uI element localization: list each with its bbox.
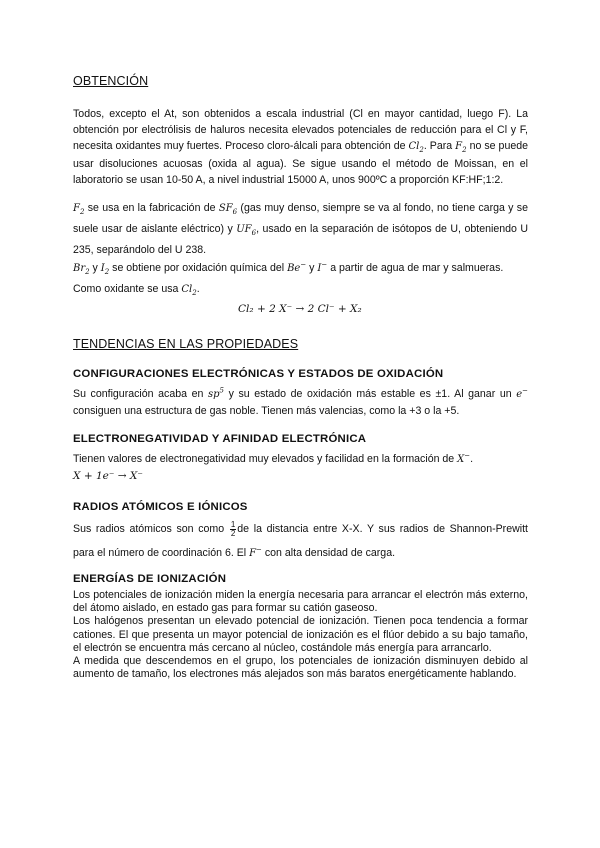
heading-radios: RADIOS ATÓMICOS E IÓNICOS bbox=[73, 501, 248, 513]
paragraph-obtencion-1: Todos, excepto el At, son obtenidos a escala industrial (Cl en mayor cantidad, luego F). La obtención por electrólisis de haluros necesita elevados potenciales de reducción para el Cl y F, necesita oxidantes muy fuertes. Proceso cloro-álcali para obtención de $Cl_2$. Para $F_2$ no se puede usar disoluciones acuosas (oxida al agua). Se sigue usando el método de Moissan, en el laboratorio se usan 10-50 A, a nivel industrial 15000 A, unos 900ºC a proporción KF:HF;1:2. bbox=[73, 108, 529, 186]
paragraph-radios: Sus radios atómicos son como $\frac{1}{2}$ de la distancia entre X-X. Y sus radios de Shannon-Prewitt para el número de coordinación 6. El F− con alta densidad de carga. bbox=[73, 519, 528, 559]
paragraph-ionizacion: Los potenciales de ionización miden la energía necesaria para arrancar el electrón más externo, del átomo aislado, en estado gas para formar su catión gaseoso. Los halógenos presentan un elevado potencial de ionización. Tienen poca tendencia a formar cationes. El que presenta un mayor potencial de ionización es el flúor debido a su bajo tamaño, el electrón se encuentra más cercano al núcleo, costándole más energía para arrancarlo. A medida que descendemos en el grupo, los potenciales de ionización disminuyen debido al aumento de tamaño, los electrones más alejados son más baratos energéticamente hablando. bbox=[73, 589, 528, 681]
fraction-one-half: $\frac{1}{2}$ bbox=[230, 519, 236, 538]
heading-ionizacion: ENERGÍAS DE IONIZACIÓN bbox=[73, 573, 227, 585]
paragraph-configuraciones: Su configuración acaba en $sp^5$ y su estado de oxidación más estable es ±1. Al ganar un e− consiguen una estructura de gas noble. Tienen más valencias, como la +3 o la +5. bbox=[73, 386, 528, 417]
equation-electron-affinity: X + 1e⁻ → X⁻ bbox=[73, 470, 143, 482]
section-title-tendencias: TENDENCIAS EN LAS PROPIEDADES bbox=[73, 337, 299, 351]
paragraph-obtencion-3: $Br_2$ y $I_2$ se obtiene por oxidación química del Be− y I− a partir de agua de mar y salmueras. Como oxidante se usa $Cl_2$. bbox=[73, 260, 504, 297]
paragraph-electronegatividad: Tienen valores de electronegatividad muy elevados y facilidad en la formación de X−. bbox=[73, 451, 474, 465]
paragraph-obtencion-2: $F_2$ se usa en la fabricación de $SF_6$ (gas muy denso, siempre se va al fondo, no tiene carga y se suele usar de aislante eléctrico) y $UF_6$, usado en la separación de isótopos de U, obteniendo U 235, separándolo del U 238. bbox=[73, 202, 529, 256]
heading-configuraciones: CONFIGURACIONES ELECTRÓNICAS Y ESTADOS DE OXIDACIÓN bbox=[73, 368, 444, 380]
section-title-obtencion: OBTENCIÓN bbox=[73, 74, 149, 88]
heading-electronegatividad: ELECTRONEGATIVIDAD Y AFINIDAD ELECTRÓNICA bbox=[73, 433, 367, 445]
equation-chlorine-oxidation: Cl₂ + 2 X⁻ → 2 Cl⁻ + X₂ bbox=[238, 303, 362, 315]
